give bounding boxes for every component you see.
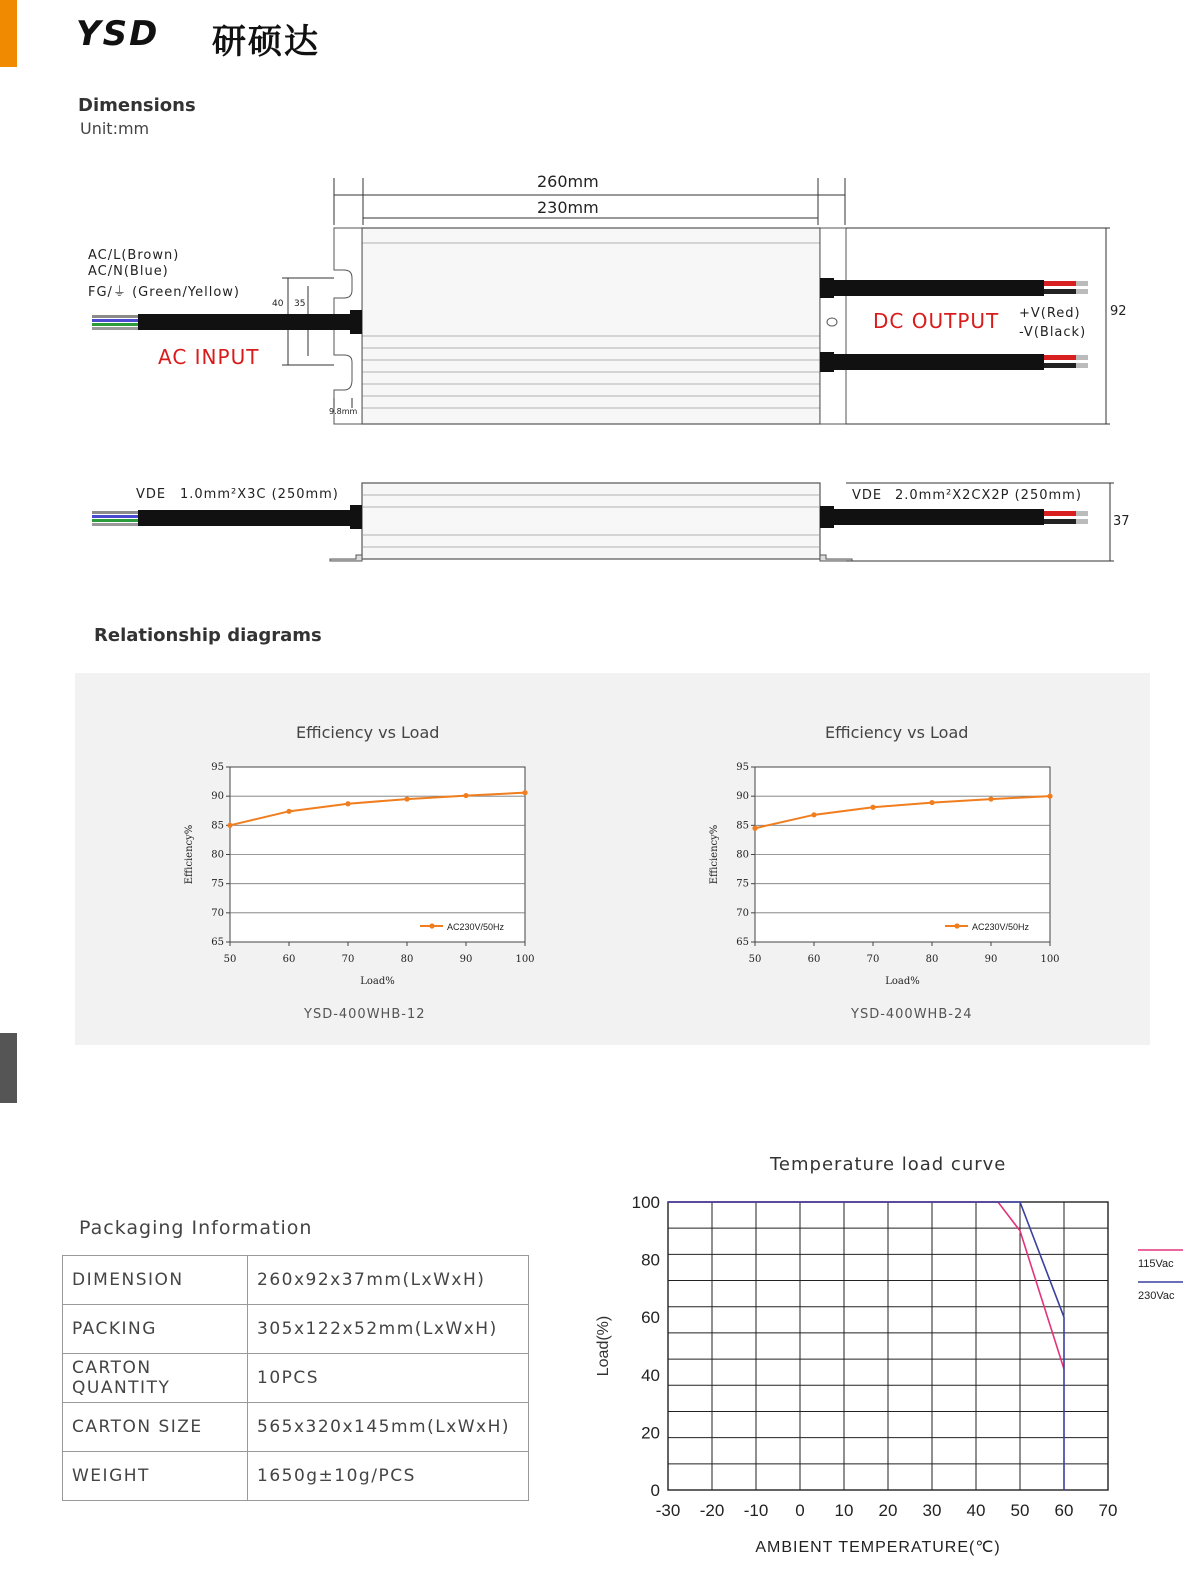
x-tick-label: 100 xyxy=(1040,954,1060,965)
row-key: CARTON QUANTITY xyxy=(63,1354,248,1403)
dim-9-8-label: 9.8mm xyxy=(329,407,358,416)
y-axis-label: Efficiency% xyxy=(709,824,720,885)
legend-label: 230Vac xyxy=(1138,1290,1175,1302)
packaging-table xyxy=(62,1255,529,1501)
x-tick-label: 20 xyxy=(878,1501,898,1520)
y-tick-label: 75 xyxy=(736,878,749,890)
legend-label: 115Vac xyxy=(1138,1258,1174,1270)
height-label: 92 xyxy=(1110,304,1127,319)
y-tick-label: 95 xyxy=(211,762,224,773)
length-inner-label: 230mm xyxy=(537,198,599,217)
x-tick-label: 30 xyxy=(922,1501,942,1520)
y-tick-label: 75 xyxy=(211,878,224,890)
packaging-title: Packaging Information xyxy=(79,1217,313,1239)
chart2-title: Efficiency vs Load xyxy=(825,723,969,742)
row-key: PACKING xyxy=(63,1305,248,1354)
vde-right-label: VDE xyxy=(852,488,883,503)
row-key: WEIGHT xyxy=(63,1452,248,1501)
x-axis-label: Load% xyxy=(360,976,395,987)
data-point xyxy=(404,796,409,801)
y-tick-label: 80 xyxy=(641,1250,660,1270)
table-row xyxy=(63,1403,529,1452)
data-point xyxy=(345,801,350,806)
dc-wire-neg: -V(Black) xyxy=(1019,325,1087,340)
ac-wire-l: AC/L(Brown) xyxy=(88,248,180,263)
x-tick-label: 70 xyxy=(866,954,880,965)
y-tick-label: 70 xyxy=(211,907,224,919)
data-point xyxy=(988,796,993,801)
y-tick-label: 60 xyxy=(641,1308,660,1328)
chart2-caption: YSD-400WHB-24 xyxy=(851,1007,973,1022)
x-tick-label: 70 xyxy=(341,954,355,965)
temperature-load-chart xyxy=(590,1185,1200,1565)
x-tick-label: -20 xyxy=(699,1501,725,1520)
y-tick-label: 20 xyxy=(641,1423,660,1443)
y-tick-label: 85 xyxy=(736,820,749,832)
efficiency-chart-24v xyxy=(695,750,1075,995)
table-row xyxy=(63,1256,529,1305)
y-tick-label: 40 xyxy=(641,1365,660,1385)
x-axis-label: AMBIENT TEMPERATURE(℃) xyxy=(755,1539,1001,1556)
y-axis-label: Load(%) xyxy=(595,1315,612,1377)
table-row xyxy=(63,1452,529,1501)
dc-wire-pos: +V(Red) xyxy=(1019,306,1081,321)
row-key: DIMENSION xyxy=(63,1256,248,1305)
y-tick-label: 80 xyxy=(211,849,224,861)
brand-logo: YSD xyxy=(76,14,160,54)
y-tick-label: 65 xyxy=(211,937,224,948)
y-tick-label: 100 xyxy=(631,1193,660,1212)
relationship-title: Relationship diagrams xyxy=(94,625,322,646)
chart1-caption: YSD-400WHB-12 xyxy=(304,1007,426,1022)
data-point xyxy=(870,805,875,810)
x-tick-label: 90 xyxy=(984,954,998,965)
x-tick-label: 0 xyxy=(795,1501,805,1520)
y-axis-label: Efficiency% xyxy=(184,824,195,885)
cable-right-spec: 2.0mm²X2CX2P (250mm) xyxy=(895,488,1082,503)
y-tick-label: 70 xyxy=(736,907,749,919)
x-tick-label: 50 xyxy=(223,954,237,965)
data-point xyxy=(463,793,468,798)
y-tick-label: 80 xyxy=(736,849,749,861)
legend-marker xyxy=(954,923,959,928)
x-tick-label: 100 xyxy=(515,954,535,965)
data-point xyxy=(1047,794,1052,799)
x-tick-label: 10 xyxy=(834,1501,854,1520)
temp-chart-title: Temperature load curve xyxy=(770,1154,1007,1175)
data-point xyxy=(752,826,757,831)
x-tick-label: 40 xyxy=(966,1501,986,1520)
x-tick-label: 60 xyxy=(807,954,821,965)
thickness-label: 37 xyxy=(1113,514,1130,529)
y-tick-label: 90 xyxy=(211,791,224,803)
ac-input-label: AC INPUT xyxy=(158,345,260,369)
x-tick-label: 60 xyxy=(282,954,296,965)
data-point xyxy=(227,823,232,828)
x-axis-label: Load% xyxy=(885,976,920,987)
x-tick-label: 70 xyxy=(1098,1501,1118,1520)
x-tick-label: 90 xyxy=(459,954,473,965)
row-value: 260x92x37mm(LxWxH) xyxy=(248,1256,529,1305)
dc-output-label: DC OUTPUT xyxy=(873,309,1000,333)
dim-35-label: 35 xyxy=(294,299,306,309)
table-row xyxy=(63,1305,529,1354)
y-tick-label: 95 xyxy=(736,762,749,773)
dimensions-unit: Unit:mm xyxy=(80,119,150,138)
row-value: 1650g±10g/PCS xyxy=(248,1452,529,1501)
x-tick-label: 80 xyxy=(400,954,414,965)
x-tick-label: -10 xyxy=(743,1501,769,1520)
y-tick-label: 0 xyxy=(650,1481,660,1500)
efficiency-chart-12v xyxy=(170,750,550,995)
x-tick-label: 60 xyxy=(1054,1501,1074,1520)
brand-name: 研硕达 xyxy=(212,22,320,62)
x-tick-label: -30 xyxy=(655,1501,681,1520)
dimensions-title: Dimensions xyxy=(78,95,196,116)
legend-label: AC230V/50Hz xyxy=(972,922,1030,932)
ac-wire-n: AC/N(Blue) xyxy=(88,264,169,279)
x-tick-label: 50 xyxy=(748,954,762,965)
x-tick-label: 50 xyxy=(1010,1501,1030,1520)
cable-left-spec: 1.0mm²X3C (250mm) xyxy=(180,487,339,502)
data-point xyxy=(811,812,816,817)
x-tick-label: 80 xyxy=(925,954,939,965)
ac-wire-fg: FG/⏚ (Green/Yellow) xyxy=(88,285,240,300)
data-point xyxy=(929,800,934,805)
length-outer-label: 260mm xyxy=(537,172,599,191)
data-point xyxy=(286,809,291,814)
side-marker-bar xyxy=(0,1033,17,1103)
row-key: CARTON SIZE xyxy=(63,1403,248,1452)
row-value: 305x122x52mm(LxWxH) xyxy=(248,1305,529,1354)
data-point xyxy=(522,790,527,795)
dim-40-label: 40 xyxy=(272,299,284,309)
y-tick-label: 65 xyxy=(736,937,749,948)
row-value: 10PCS xyxy=(248,1354,529,1403)
table-row xyxy=(63,1354,529,1403)
legend-marker xyxy=(429,923,434,928)
legend-label: AC230V/50Hz xyxy=(447,922,505,932)
brand-accent-bar xyxy=(0,0,17,67)
y-tick-label: 85 xyxy=(211,820,224,832)
row-value: 565x320x145mm(LxWxH) xyxy=(248,1403,529,1452)
vde-left-label: VDE xyxy=(136,487,167,502)
chart1-title: Efficiency vs Load xyxy=(296,723,440,742)
y-tick-label: 90 xyxy=(736,791,749,803)
